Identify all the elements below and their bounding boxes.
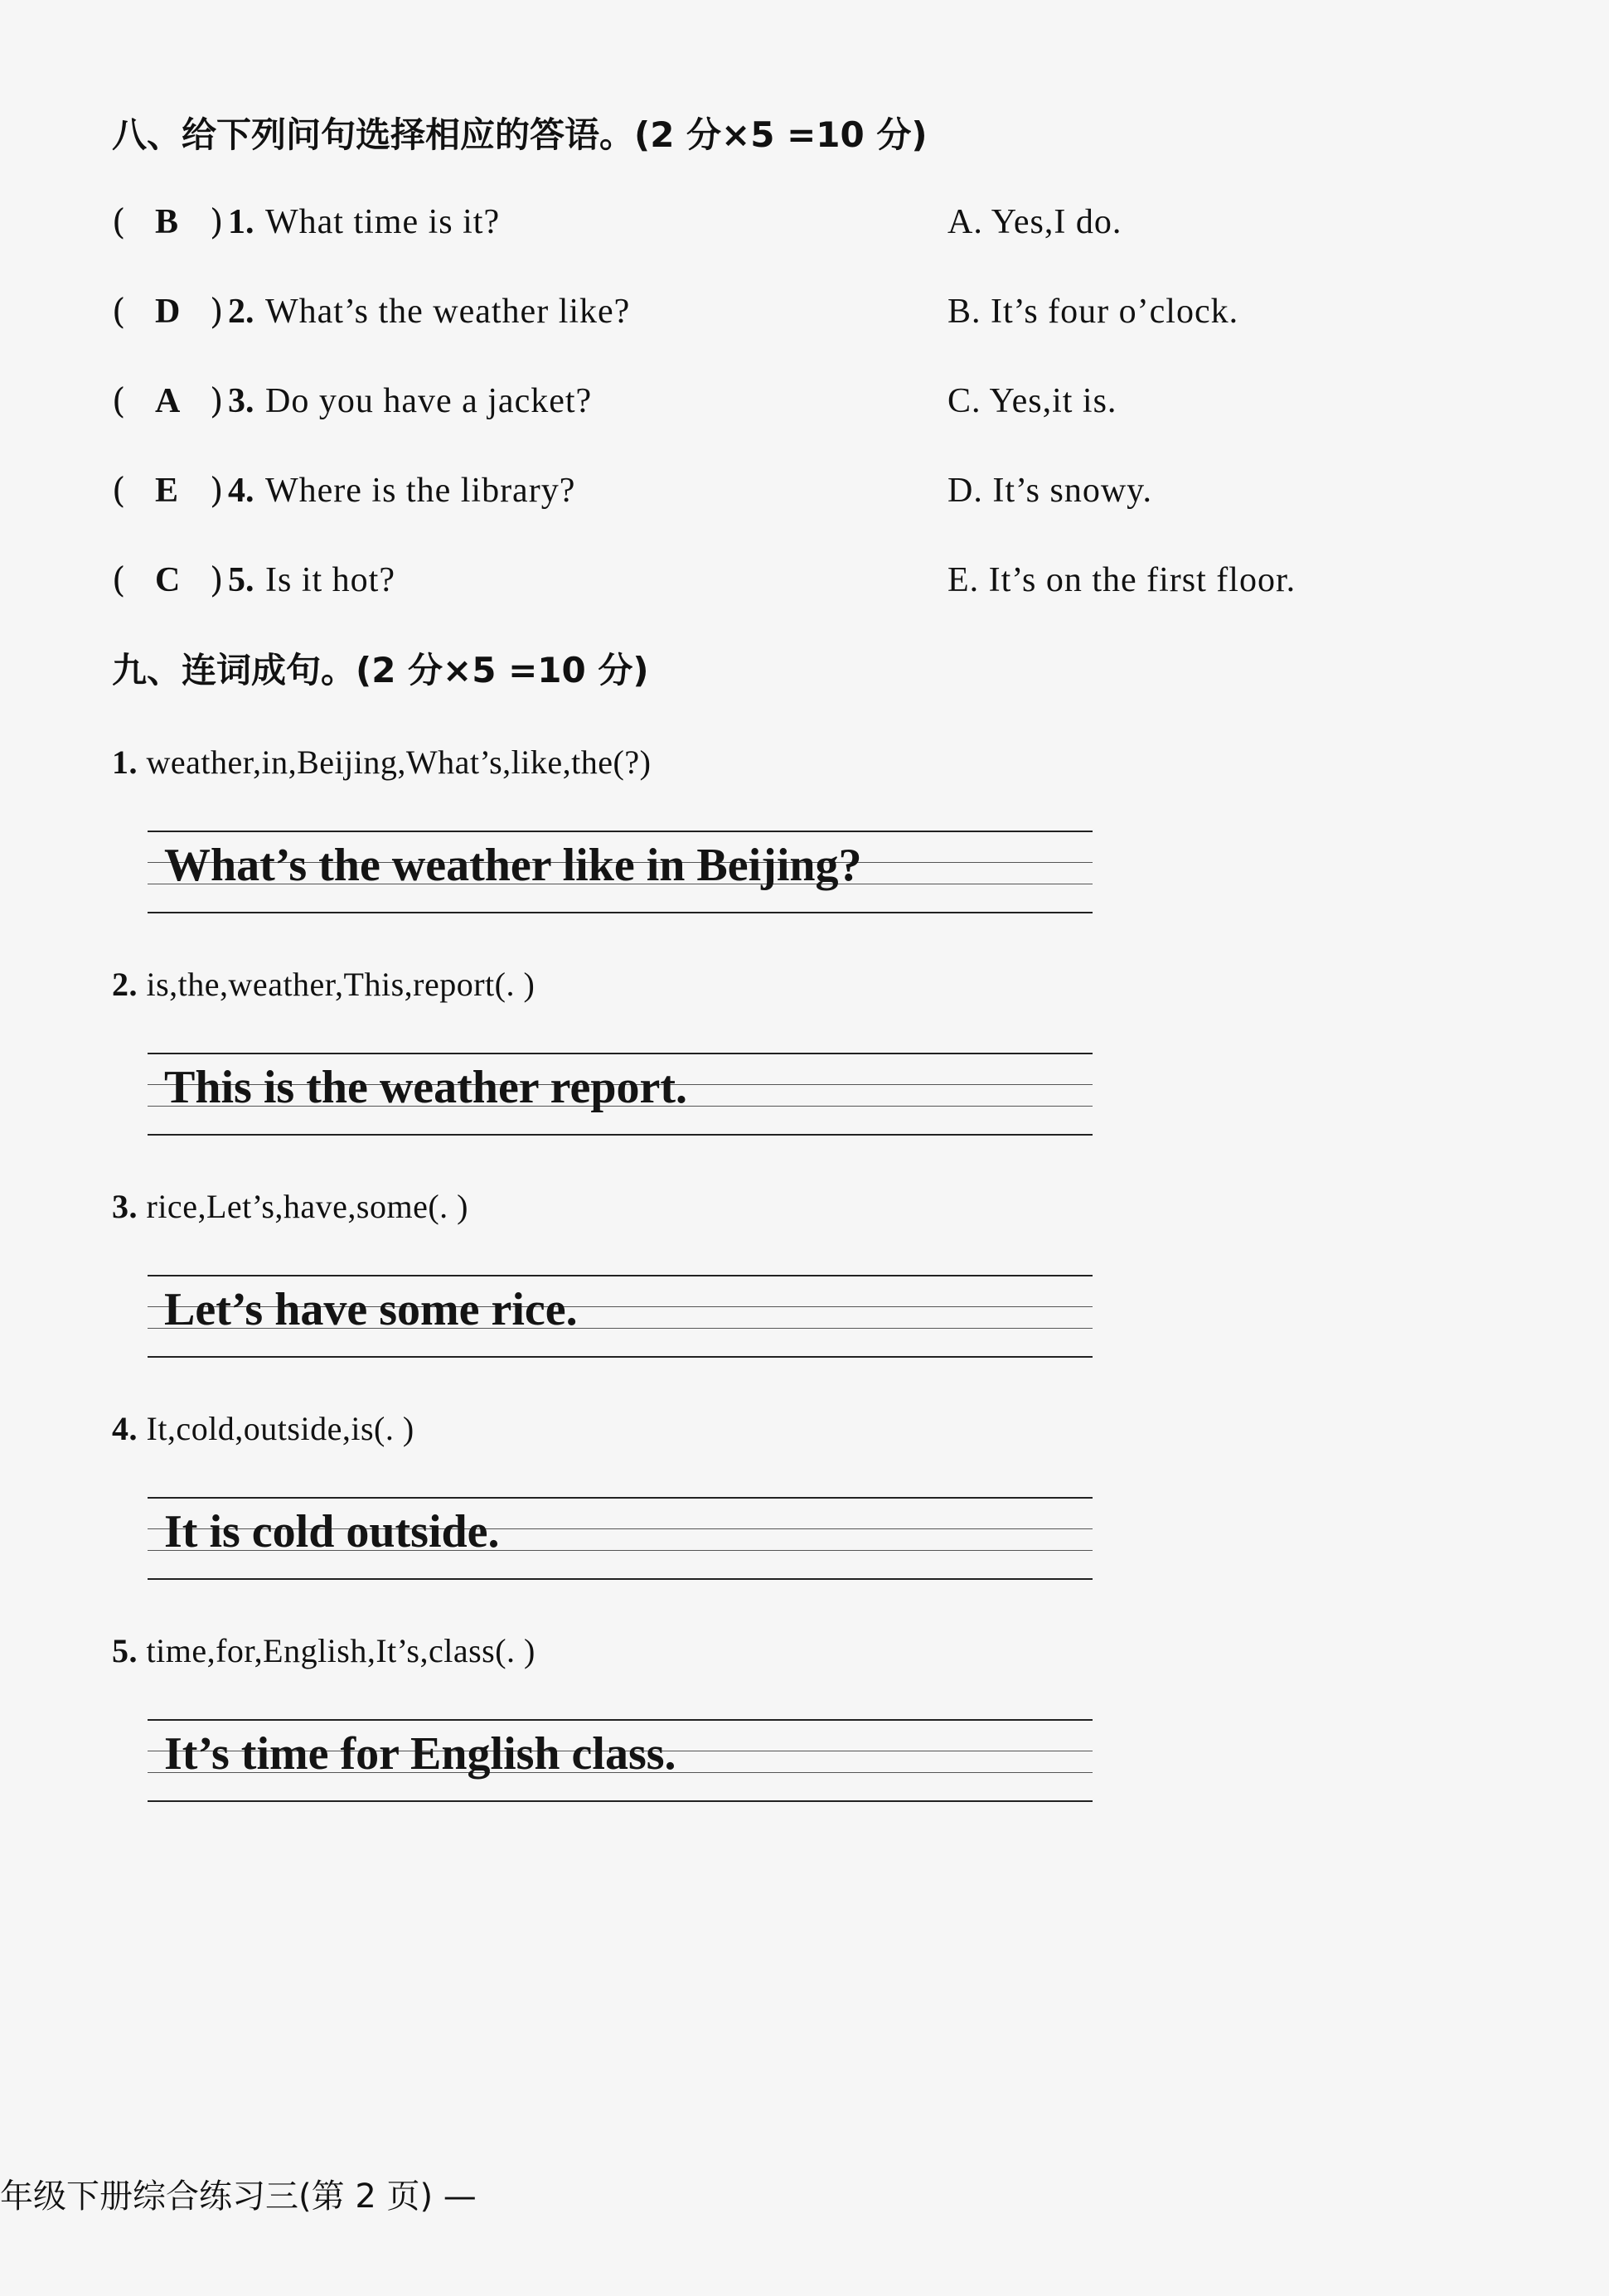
scrambled-words: time,for,English,It’s,class(. ) [146, 1632, 536, 1669]
writing-lines [148, 1497, 1093, 1580]
scrambled-words: weather,in,Beijing,What’s,like,the(?) [146, 744, 652, 781]
written-answer: What’s the weather like in Beijing? [164, 840, 862, 891]
ruled-line [148, 1275, 1093, 1276]
open-paren: ( [112, 380, 126, 421]
ruled-line [148, 831, 1093, 832]
close-paren: ) [210, 559, 224, 600]
writing-lines [148, 831, 1093, 913]
open-paren: ( [112, 201, 126, 242]
matching-question-row [112, 287, 1521, 337]
section-9-heading: 九、连词成句。(2 分×5 =10 分) [112, 650, 649, 690]
question-number: 3. [228, 382, 254, 420]
answer-letter: A [155, 382, 181, 420]
page-footer: 年级下册综合练习三(第 2 页) — [0, 2177, 477, 2216]
ruled-line [148, 1497, 1093, 1499]
answer-letter: C [155, 561, 181, 599]
matching-question-row [112, 376, 1521, 426]
item-number: 3. [112, 1188, 138, 1225]
matching-question-row [112, 197, 1521, 247]
answer-option: A. Yes,I do. [947, 203, 1122, 241]
ruled-line [148, 1578, 1093, 1580]
answer-letter: E [155, 472, 179, 510]
question-text: Where is the library? [265, 472, 576, 510]
open-paren: ( [112, 559, 126, 600]
word-order-prompt [112, 742, 651, 783]
scrambled-words: rice,Let’s,have,some(. ) [146, 1188, 469, 1225]
ruled-line [148, 1134, 1093, 1136]
word-order-prompt [112, 1186, 468, 1228]
question-text: Do you have a jacket? [265, 382, 593, 420]
close-paren: ) [210, 470, 224, 511]
written-answer: Let’s have some rice. [164, 1284, 578, 1335]
item-number: 1. [112, 744, 138, 781]
matching-question-row [112, 555, 1521, 605]
close-paren: ) [210, 291, 224, 332]
ruled-line [148, 1719, 1093, 1721]
question-text: Is it hot? [265, 561, 395, 599]
scrambled-words: It,cold,outside,is(. ) [146, 1410, 414, 1447]
word-order-prompt [112, 964, 535, 1005]
matching-question-row [112, 466, 1521, 516]
ruled-line [148, 912, 1093, 913]
section-8-heading: 八、给下列问句选择相应的答语。(2 分×5 =10 分) [112, 114, 928, 155]
answer-letter: D [155, 293, 181, 331]
writing-lines [148, 1053, 1093, 1136]
written-answer: This is the weather report. [164, 1062, 687, 1113]
question-number: 4. [228, 472, 254, 510]
question-text: What’s the weather like? [265, 293, 631, 331]
question-text: What time is it? [265, 203, 501, 241]
open-paren: ( [112, 470, 126, 511]
writing-lines [148, 1719, 1093, 1802]
scrambled-words: is,the,weather,This,report(. ) [146, 966, 536, 1003]
question-number: 5. [228, 561, 254, 599]
item-number: 4. [112, 1410, 138, 1447]
ruled-line [148, 1053, 1093, 1054]
writing-lines [148, 1275, 1093, 1358]
question-number: 1. [228, 203, 254, 241]
answer-option: B. It’s four o’clock. [947, 293, 1239, 331]
close-paren: ) [210, 201, 224, 242]
item-number: 5. [112, 1632, 138, 1669]
ruled-line [148, 1356, 1093, 1358]
open-paren: ( [112, 291, 126, 332]
answer-option: E. It’s on the first floor. [947, 561, 1296, 599]
answer-letter: B [155, 203, 179, 241]
written-answer: It’s time for English class. [164, 1728, 676, 1780]
question-number: 2. [228, 293, 254, 331]
written-answer: It is cold outside. [164, 1506, 500, 1557]
word-order-prompt [112, 1630, 536, 1672]
word-order-prompt [112, 1408, 414, 1450]
answer-option: C. Yes,it is. [947, 382, 1117, 420]
ruled-line [148, 1800, 1093, 1802]
answer-option: D. It’s snowy. [947, 472, 1152, 510]
close-paren: ) [210, 380, 224, 421]
item-number: 2. [112, 966, 138, 1003]
